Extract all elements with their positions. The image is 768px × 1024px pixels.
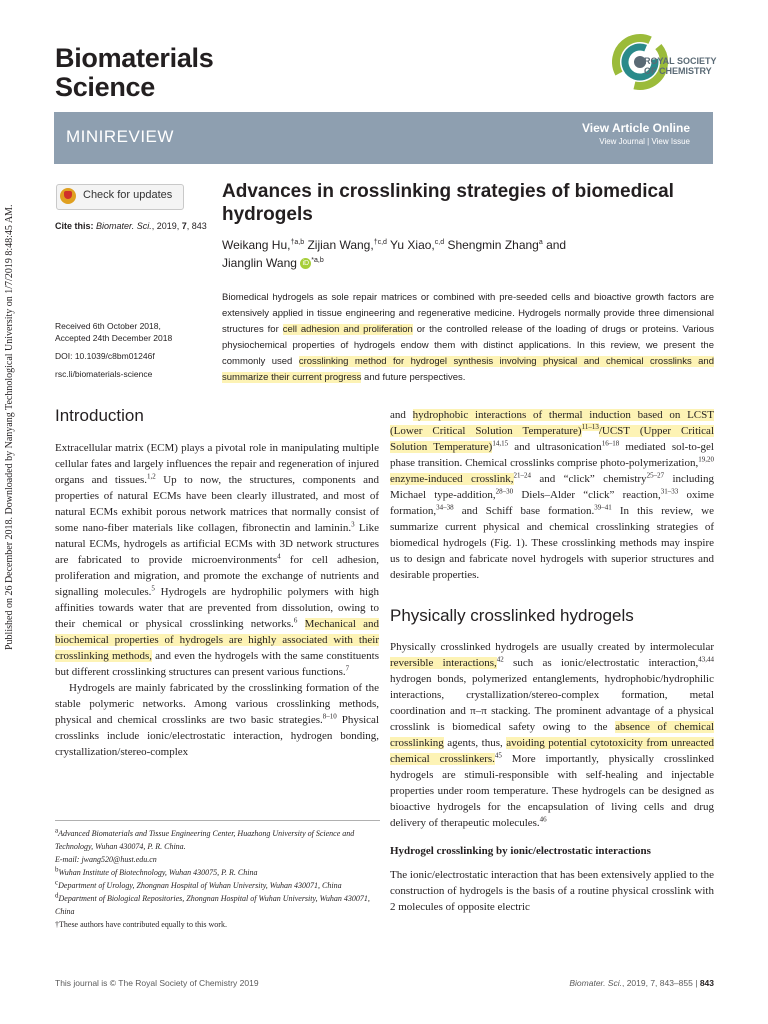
abstract-text: or the controlled release of the loading of drugs or proteins. Various physiochemical properties of hydrogels endow them with distinct applications. In this review, we present the commonly used [222, 324, 714, 367]
view-journal-link[interactable]: View Journal [599, 137, 645, 146]
right-paragraph-1 [390, 407, 714, 583]
author-affiliation: †c,d [373, 239, 387, 246]
intro-p1-citation-ref[interactable]: 6 [293, 616, 298, 625]
intro-p1-citation-ref[interactable]: 7 [345, 664, 350, 673]
article-title: Advances in crosslinking strategies of biomedical hydrogels [222, 181, 674, 225]
view-links-separator: | [644, 137, 652, 146]
right-p1-highlight: enzyme-induced crosslink, [390, 473, 514, 485]
footnote-marker: c [55, 878, 59, 887]
right-p1-text: and [390, 409, 413, 421]
abstract-text: Biomedical hydrogels as sole repair matrices or combined with pre-seeded cells and bioactive growth factors are extensively applied in tissue engineering and regenerative medicine. Hydrogels normally provide three dimensional structures for [222, 292, 714, 335]
intro-p1-text: Up to now, the structures, components and properties of natural ECMs have been clearly illustrated, and most of natural ECMs exhibit porous network matrices that normally consist of some nano-fiber materials like collagen, fibronectin and laminin. [55, 474, 379, 534]
footer-journal: Biomater. Sci. [569, 978, 622, 988]
right-p1-citation-ref[interactable]: 25–27 [646, 471, 665, 480]
article-type-label: MINIREVIEW [66, 127, 174, 146]
cite-year: , 2019, [151, 221, 182, 231]
right-p1-citation-ref[interactable]: 14,15 [492, 439, 509, 448]
intro-p1-text: Hydrogels are hydrophilic polymers with high affinities towards water that are prevented from dissolution, owing to their chemical or physical crosslinking networks. [55, 586, 379, 630]
abstract-text: and future perspectives. [361, 372, 466, 383]
last-author-affiliation: *a,b [311, 257, 324, 264]
right-p1-citation-ref[interactable]: 16–18 [601, 439, 620, 448]
right-p1-text: including Michael type-addition, [390, 473, 714, 501]
right-p1-citation-ref[interactable]: 28–30 [495, 487, 514, 496]
right-p2-highlight: reversible interactions, [390, 657, 497, 669]
footnote-text: Department of Urology, Zhongnan Hospital of Wuhan University, Wuhan 430071, China [58, 881, 342, 890]
right-p2-highlight: absence of chemical crosslinking [390, 721, 715, 749]
journal-title [55, 44, 213, 102]
footnote-text: Department of Biological Repositories, Zhongnan Hospital of Wuhan University, Wuhan 430071, China [55, 894, 370, 916]
rsc-logo-line1: ROYAL SOCIETY [644, 56, 717, 66]
footnote-divider [55, 820, 380, 821]
ionic-subheading: Hydrogel crosslinking by ionic/electrostatic interactions [390, 845, 651, 857]
publication-stamp-text: Published on 26 December 2018. Downloaded by Nanyang Technological University on 1/7/2019 8:48:45 AM. [4, 204, 15, 650]
right-p1-text: Diels–Alder “click” reaction, [513, 489, 661, 501]
citation [55, 221, 207, 231]
view-issue-link[interactable]: View Issue [651, 137, 690, 146]
footnote-marker: b [55, 865, 59, 874]
right-p1-highlight: hydrophobic interactions of thermal induction based on LCST (Lower Critical Solution Temperature) [390, 409, 714, 437]
view-article-online-link[interactable]: View Article Online [581, 121, 690, 135]
journal-title-line1: Biomaterials [55, 43, 214, 73]
footnote-text: Advanced Biomaterials and Tissue Engineering Center, Huazhong University of Science and Technology, Wuhan 430074, P. R. China. [55, 829, 355, 851]
right-p1-text: and ultrasonication [508, 441, 602, 453]
footnote-item [55, 918, 379, 931]
footnotes [55, 827, 379, 931]
footnote-item [55, 879, 379, 892]
footer-volume-pages: , 2019, 7, 843–855 [621, 978, 693, 988]
intro-p2-citation-ref[interactable]: 8–10 [322, 712, 337, 721]
intro-paragraph-2 [55, 680, 379, 760]
doi[interactable]: DOI: 10.1039/c8bm01246f [55, 351, 155, 361]
last-author: Jianglin Wang [222, 256, 297, 270]
right-p1-citation-ref[interactable]: 34–38 [436, 503, 454, 512]
right-p1-citation-ref[interactable]: 19,20 [698, 455, 714, 464]
rsc-logo-text [644, 56, 717, 76]
right-p1-text: In this review, we summarize current physical and chemical crosslinking strategies of biomedical hydrogels (Fig. 1). These crosslinking methods may inspire us to design and fabricate novel hydrogels with superior structures and desirable properties. [390, 505, 714, 581]
footnote-item [55, 892, 379, 918]
right-p1-text: oxime formation, [390, 489, 714, 517]
view-links [599, 137, 690, 146]
cite-label: Cite this: [55, 221, 94, 231]
intro-paragraph-1 [55, 440, 379, 680]
right-p1-text: mediated sol-to-gel phase transition. Chemical crosslinks comprise photo-polymerization, [390, 441, 714, 469]
right-p2-citation-ref[interactable]: 45 [494, 751, 502, 760]
check-updates-icon [60, 188, 76, 204]
right-p2-text: agents, thus, [443, 737, 507, 749]
footer-copyright: This journal is © The Royal Society of Chemistry 2019 [55, 978, 259, 988]
page-number: 843 [699, 978, 714, 988]
author-name: Zijian Wang, [304, 238, 374, 252]
cite-volume: 7 [181, 221, 187, 231]
intro-p1-citation-ref[interactable]: 4 [277, 552, 281, 561]
intro-p1-text [297, 618, 304, 630]
intro-p1-text: for cell adhesion, proliferation and migration, and promote the exchange of nutrients and signalling molecules. [55, 554, 380, 598]
intro-p2-text: Physical crosslinks include ionic/electrostatic interaction, hydrogen bonding, crystallization/stereo-complex [55, 714, 379, 758]
footnote-item [55, 827, 379, 853]
footnote-marker: d [55, 891, 59, 900]
intro-p1-citation-ref[interactable]: 5 [151, 584, 155, 593]
accepted-date: Accepted 24th December 2018 [55, 333, 173, 343]
right-p2-text: hydrogen bonds, polymerized entanglements, hydrophobic/hydrophilic interactions, crystallization/stereo-complex formation, metal coordination and π–π stacking. The prominent advantage of a physical crosslink is biomedical safety owing to the [390, 673, 714, 733]
intro-p1-text: Extracellular matrix (ECM) plays a pivotal role in manipulating multiple cellular fates and largely influences the repair and regeneration of injured organs and tissues. [55, 442, 379, 486]
footnote-text: †These authors have contributed equally to this work. [55, 920, 227, 929]
right-p1-citation-ref[interactable]: 39–41 [594, 503, 612, 512]
intro-p1-text: and even the hydrogels with the same constituents but different crosslinking structures can present various functions. [55, 650, 379, 678]
author-name: Weikang Hu, [222, 238, 291, 252]
abstract [222, 290, 714, 386]
right-p2-citation-ref[interactable]: 46 [539, 815, 547, 824]
received-date: Received 6th October 2018, [55, 321, 161, 331]
author-name: Yu Xiao, [386, 238, 435, 252]
journal-title-line2: Science [55, 72, 155, 102]
right-p1-citation-ref[interactable]: 31–33 [660, 487, 679, 496]
author-affiliation: †a,b [290, 239, 305, 246]
author-affiliation: a [538, 239, 543, 246]
right-p2-citation-ref[interactable]: 42 [496, 655, 504, 664]
footnote-item [55, 853, 379, 866]
footnote-text: E-mail: jwang520@hust.edu.cn [55, 855, 157, 864]
article-url[interactable]: rsc.li/biomaterials-science [55, 369, 153, 379]
abstract-highlight: cell adhesion and proliferation [282, 324, 413, 335]
author-list [222, 236, 712, 272]
physically-crosslinked-heading: Physically crosslinked hydrogels [390, 606, 634, 625]
intro-p1-citation-ref[interactable]: 3 [351, 520, 355, 529]
right-p1-citation-ref[interactable]: 11–13 [581, 423, 599, 432]
cite-journal: Biomater. Sci. [96, 221, 152, 231]
introduction-heading: Introduction [55, 406, 144, 425]
right-p1-text: and “click” chemistry [531, 473, 647, 485]
footnote-marker: a [55, 826, 59, 835]
author-affiliation: c,d [434, 239, 445, 246]
cite-pages: , 843 [186, 221, 207, 231]
right-p2-text: More importantly, physically crosslinked hydrogels are stimuli-responsible with self-healing and injectable properties under room temperature. These hydrogels can be designed as bioactive hydrogels for the encapsulation of living cells and drug delivery of therapeutic molecules. [390, 753, 714, 829]
footer-separator: | [692, 978, 700, 988]
right-column [390, 407, 714, 915]
right-p2-text: such as ionic/electrostatic interaction, [503, 657, 699, 669]
author-name: and [542, 238, 567, 252]
intro-p2-text: Hydrogels are mainly fabricated by the crosslinking formation of the stable polymeric networks. Among various crosslinking methods, physical and chemical crosslinks are two basic strategies. [55, 682, 379, 726]
publication-stamp [4, 160, 18, 650]
right-p2-citation-ref[interactable]: 43,44 [698, 655, 714, 664]
right-paragraph-2 [390, 639, 714, 831]
article-meta [55, 320, 215, 380]
intro-p1-text: Like natural ECMs, hydrogels as artificial ECMs with 3D network structures are fabricated to provide microenvironments [55, 522, 379, 566]
rsc-logo-line2: OF CHEMISTRY [644, 66, 712, 76]
footnote-text: Wuhan Institute of Biotechnology, Wuhan 430075, P. R. China [58, 868, 258, 877]
check-for-updates-label: Check for updates [83, 189, 173, 201]
orcid-icon[interactable]: iD [300, 258, 311, 269]
right-p1-citation-ref[interactable]: 21–24 [513, 471, 532, 480]
right-paragraph-3: The ionic/electrostatic interaction that has been extensively applied to the construction of hydrogels is the basis of a routine physical crosslink with 2 molecules of opposite electric [390, 869, 714, 913]
authors-first-line [222, 238, 566, 252]
intro-p1-highlight: Mechanical and biochemical properties of hydrogels are highly associated with their crosslinking methods, [55, 618, 380, 662]
abstract-highlight: crosslinking method for hydrogel synthesis involving physical and chemical crosslinks and summarize their current progress [222, 356, 715, 383]
intro-p1-citation-ref[interactable]: 1,2 [147, 472, 156, 481]
right-p1-text: and Schiff base formation. [453, 505, 595, 517]
right-p2-highlight: avoiding potential cytotoxicity from unreacted chemical crosslinkers. [390, 737, 714, 765]
footer-citation [569, 978, 714, 988]
footnote-item [55, 866, 379, 879]
left-column [55, 406, 380, 760]
author-name: Shengmin Zhang [444, 238, 539, 252]
right-p2-text: Physically crosslinked hydrogels are usually created by intermolecular [390, 641, 714, 653]
right-p1-highlight: /UCST (Upper Critical Solution Temperature) [390, 425, 714, 453]
